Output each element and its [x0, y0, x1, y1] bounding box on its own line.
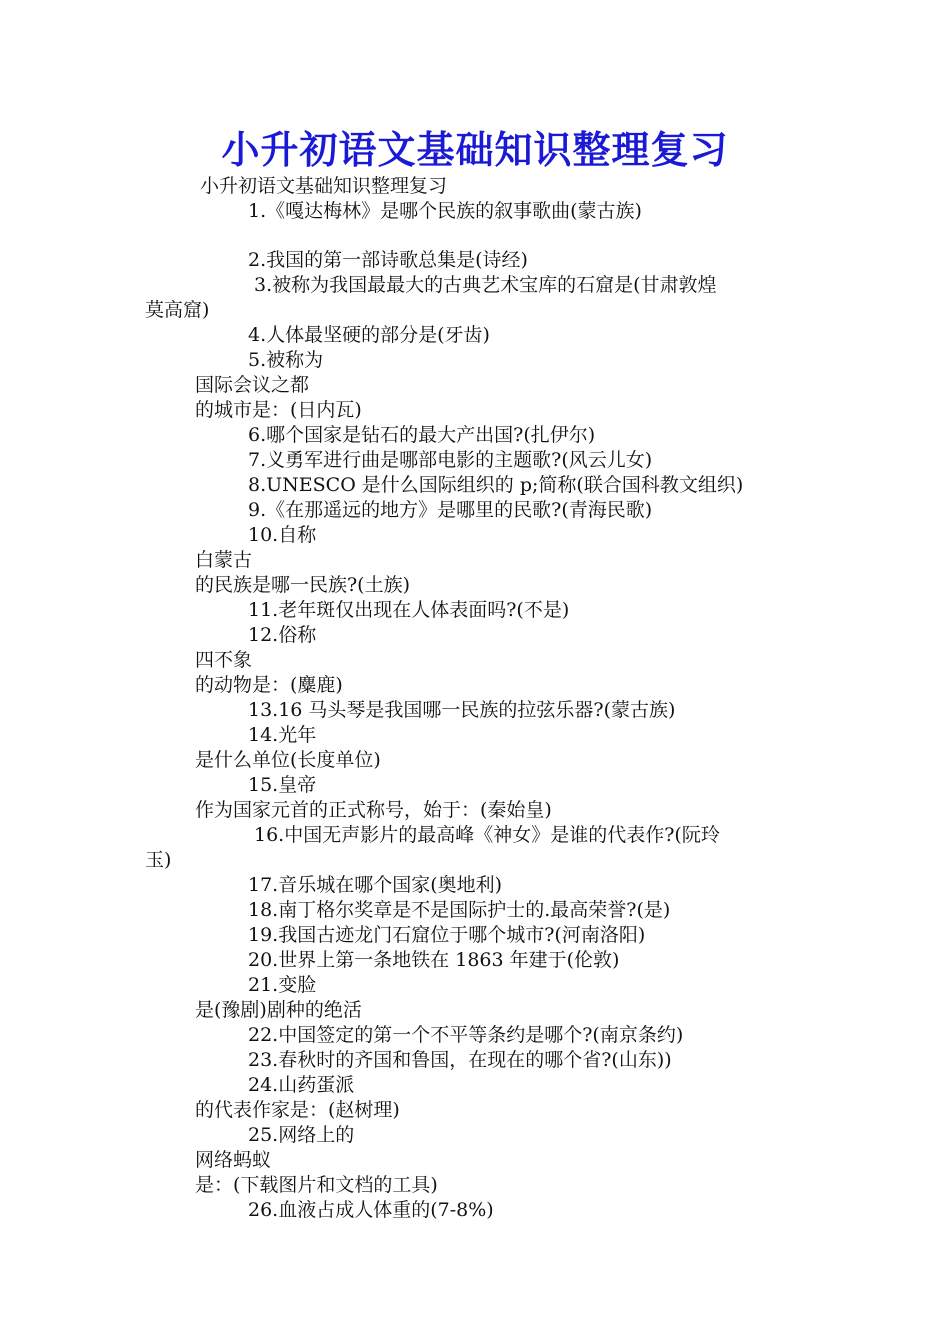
text-line: 四不象 — [195, 649, 253, 671]
text-line: 1.《嘎达梅林》是哪个民族的叙事歌曲(蒙古族) — [248, 200, 642, 222]
text-line: 国际会议之都 — [195, 374, 310, 396]
document-title: 小升初语文基础知识整理复习 — [221, 127, 729, 172]
text-line: 14.光年 — [248, 724, 317, 746]
text-line: 的代表作家是：(赵树理) — [195, 1099, 400, 1121]
text-line: 莫高窟) — [145, 299, 210, 321]
text-line: 的城市是：(日内瓦) — [195, 399, 362, 421]
text-line: 3.被称为我国最最大的古典艺术宝库的石窟是(甘肃敦煌 — [254, 274, 717, 296]
text-line: 25.网络上的 — [248, 1124, 355, 1146]
text-line: 的民族是哪一民族?(土族) — [195, 574, 411, 596]
text-line: 12.俗称 — [248, 624, 317, 646]
text-line: 2.我国的第一部诗歌总集是(诗经) — [248, 249, 528, 271]
text-line: 的动物是：(麋鹿) — [195, 674, 343, 696]
text-line: 16.中国无声影片的最高峰《神女》是谁的代表作?(阮玲 — [254, 824, 720, 846]
text-line: 是：(下载图片和文档的工具) — [195, 1174, 438, 1196]
text-line: 18.南丁格尔奖章是不是国际护士的.最高荣誉?(是) — [248, 899, 671, 921]
text-line: 9.《在那遥远的地方》是哪里的民歌?(青海民歌) — [248, 499, 653, 521]
text-line: 白蒙古 — [195, 549, 253, 571]
text-line: 20.世界上第一条地铁在 1863 年建于(伦敦) — [248, 949, 620, 971]
text-line: 22.中国签定的第一个不平等条约是哪个?(南京条约) — [248, 1024, 684, 1046]
text-line: 23.春秋时的齐国和鲁国，在现在的哪个省?(山东)) — [248, 1049, 672, 1071]
text-line: 网络蚂蚁 — [195, 1149, 272, 1171]
text-line: 7.义勇军进行曲是哪部电影的主题歌?(风云儿女) — [248, 449, 653, 471]
text-line: 玉) — [145, 849, 172, 871]
text-line: 4.人体最坚硬的部分是(牙齿) — [248, 324, 490, 346]
text-line: 19.我国古迹龙门石窟位于哪个城市?(河南洛阳) — [248, 924, 646, 946]
text-line: 10.自称 — [248, 524, 317, 546]
text-line: 13.16 马头琴是我国哪一民族的拉弦乐器?(蒙古族) — [248, 699, 676, 721]
text-line: 6.哪个国家是钻石的最大产出国?(扎伊尔) — [248, 424, 596, 446]
text-line: 5.被称为 — [248, 349, 324, 371]
text-line: 是(豫剧)剧种的绝活 — [195, 999, 362, 1021]
text-line: 15.皇帝 — [248, 774, 317, 796]
text-line: 作为国家元首的正式称号，始于：(秦始皇) — [195, 799, 552, 821]
text-line: 21.变脸 — [248, 974, 317, 996]
text-line: 8.UNESCO 是什么国际组织的 p;简称(联合国科教文组织) — [248, 474, 744, 496]
document-subtitle: 小升初语文基础知识整理复习 — [200, 175, 448, 197]
text-line: 是什么单位(长度单位) — [195, 749, 381, 771]
text-line: 26.血液占成人体重的(7-8%) — [248, 1199, 494, 1221]
text-line: 11.老年斑仅出现在人体表面吗?(不是) — [248, 599, 570, 621]
text-line: 17.音乐城在哪个国家(奥地利) — [248, 874, 503, 896]
text-line: 24.山药蛋派 — [248, 1074, 355, 1096]
